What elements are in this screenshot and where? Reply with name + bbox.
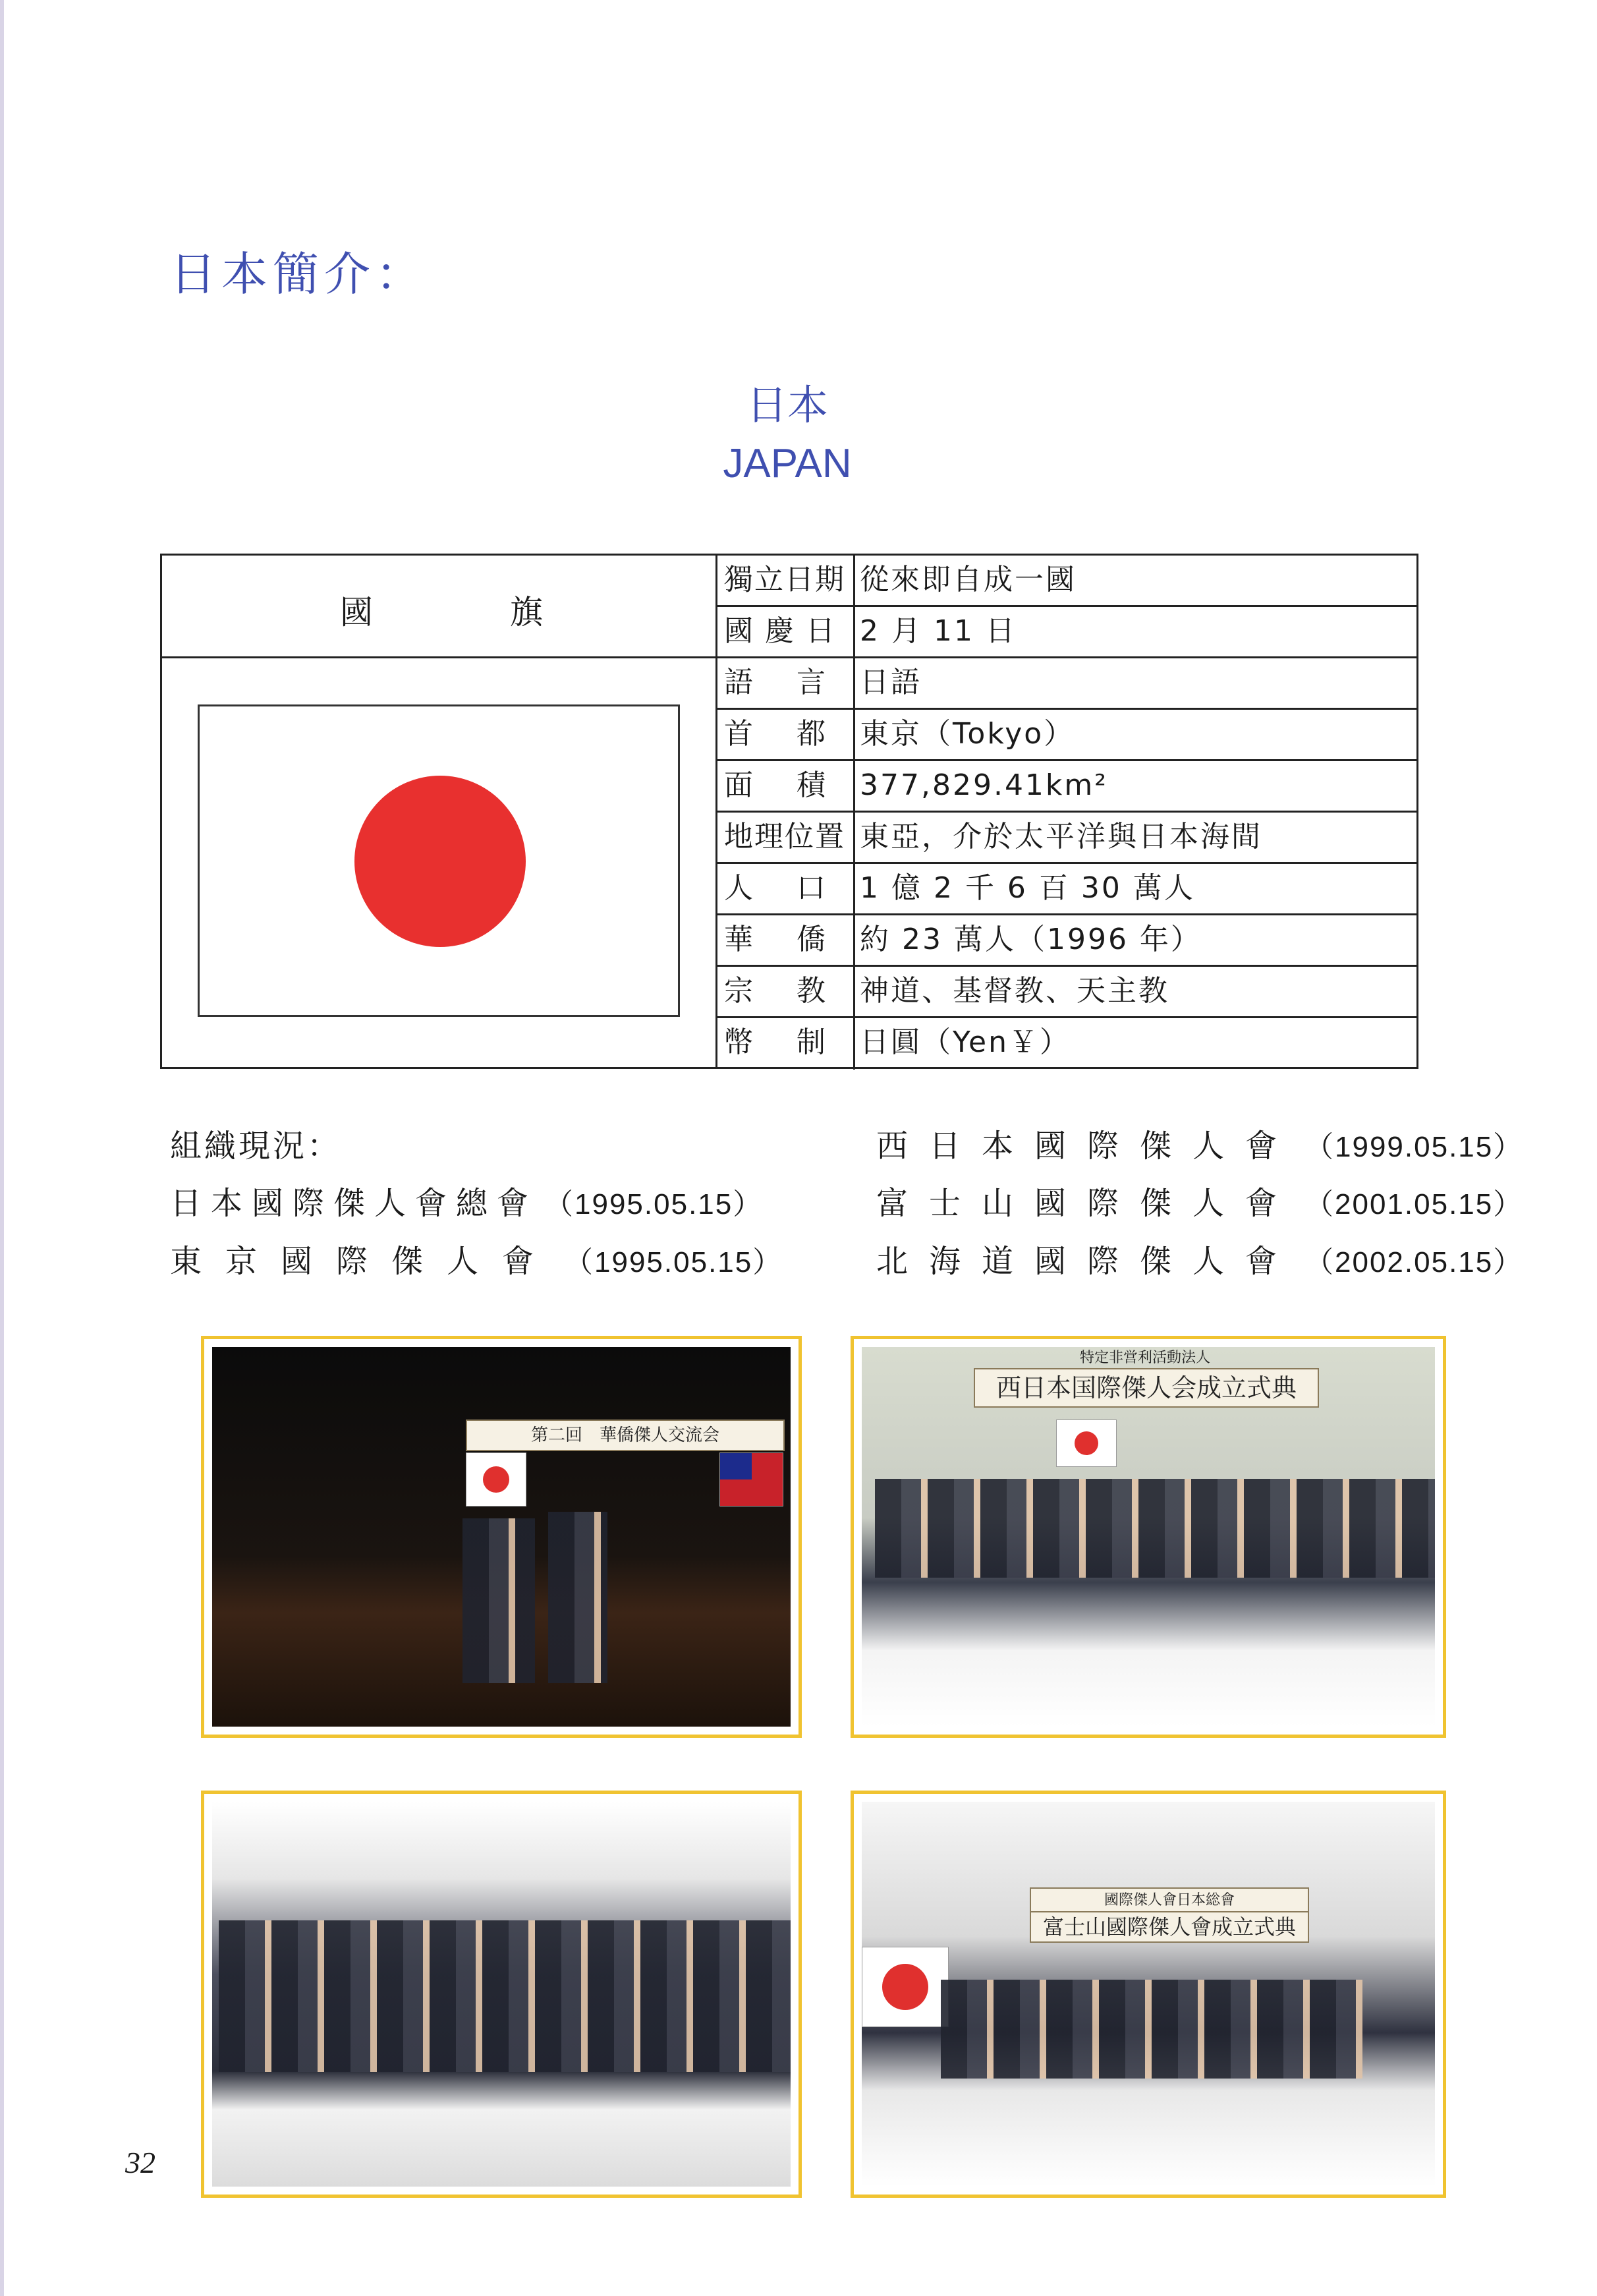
row-value: 東亞，介於太平洋與日本海間 (860, 820, 1262, 853)
organizations-heading: 組織現況： (170, 1128, 342, 1164)
group-of-people (875, 1479, 1435, 1578)
org-date: （1995.05.15） (564, 1246, 783, 1278)
japan-flag-small (466, 1452, 526, 1507)
row-value: 約 23 萬人（1996 年） (860, 923, 1202, 956)
japan-flag (198, 704, 680, 1017)
page-number: 32 (125, 2146, 155, 2179)
photo-banner: 富士山國際傑人會成立式典 (1030, 1911, 1309, 1943)
flag-header-cell (162, 556, 717, 658)
section-title: 日本簡介： (170, 247, 427, 301)
row-key: 地理位置 (717, 813, 855, 862)
row-key: 幣 制 (717, 1018, 855, 1070)
group-of-people (219, 1920, 791, 2072)
table-row (717, 556, 1416, 607)
table-row (717, 813, 1416, 864)
row-value: 1 億 2 千 6 百 30 萬人 (860, 871, 1195, 905)
table-row (717, 761, 1416, 813)
org-name: 日本國際傑人會總會 (170, 1185, 538, 1222)
photo-fujisan-founding (851, 1791, 1446, 2198)
flag-sun-disc (354, 776, 526, 947)
person-figure (548, 1512, 607, 1683)
table-row (717, 658, 1416, 710)
org-item (170, 1236, 783, 1281)
table-row (717, 710, 1416, 761)
photo-banner-small: 國際傑人會日本総會 (1030, 1887, 1309, 1914)
org-item (876, 1236, 1523, 1281)
page-edge (0, 0, 4, 2296)
photo-content (862, 1802, 1435, 2187)
row-value: 從來即自成一國 (860, 563, 1077, 596)
table-row (717, 967, 1416, 1018)
table-row (717, 915, 1416, 967)
country-name-english: JAPAN (723, 441, 852, 486)
org-item (876, 1120, 1523, 1166)
photo-content (212, 1347, 791, 1727)
table-row (717, 864, 1416, 915)
org-name: 富士山國際傑人會 (876, 1185, 1299, 1222)
photo-banner: 第二回 華僑傑人交流会 (466, 1420, 785, 1451)
photo-west-japan-founding (851, 1336, 1446, 1738)
person-figure (462, 1518, 535, 1683)
org-name: 西日本國際傑人會 (876, 1128, 1299, 1164)
org-name: 東京國際傑人會 (170, 1243, 558, 1280)
flag-header-char-1: 國 (340, 593, 373, 631)
row-key: 首 都 (717, 710, 855, 759)
photo-award-ceremony (201, 1336, 802, 1738)
photo-banquet-group (201, 1791, 802, 2198)
org-item (170, 1178, 763, 1223)
org-date: （1995.05.15） (544, 1188, 764, 1220)
table-row (717, 607, 1416, 658)
row-key: 宗 教 (717, 967, 855, 1016)
row-value: 日圓（Yen￥） (860, 1025, 1071, 1059)
row-key: 人 口 (717, 864, 855, 913)
row-value: 377,829.41km² (860, 768, 1108, 802)
row-value: 2 月 11 日 (860, 614, 1017, 648)
photo-banner-small: 特定非営利活動法人 (1079, 1350, 1210, 1366)
country-info-table (160, 554, 1418, 1069)
table-row (717, 1018, 1416, 1070)
row-key: 國 慶 日 (717, 607, 855, 656)
flag-header-char-2: 旗 (510, 593, 543, 631)
row-value: 神道、基督教、天主教 (860, 974, 1169, 1008)
org-date: （1999.05.15） (1304, 1131, 1524, 1163)
org-date: （2001.05.15） (1304, 1188, 1524, 1220)
flag-image-cell (162, 658, 717, 1067)
japan-flag-small (1056, 1420, 1117, 1467)
org-item (876, 1178, 1523, 1223)
row-key: 華 僑 (717, 915, 855, 965)
org-date: （2002.05.15） (1304, 1246, 1524, 1278)
photo-banner: 西日本国際傑人会成立式典 (974, 1368, 1319, 1408)
group-of-people (941, 1980, 1362, 2079)
org-name: 北海道國際傑人會 (876, 1243, 1299, 1280)
row-key: 語 言 (717, 658, 855, 708)
row-key: 獨立日期 (717, 556, 855, 605)
japan-flag-small (862, 1947, 949, 2027)
photo-content (212, 1802, 791, 2187)
photo-content (862, 1347, 1435, 1727)
row-key: 面 積 (717, 761, 855, 811)
roc-flag-small (719, 1452, 783, 1507)
row-value: 東京（Tokyo） (860, 717, 1075, 751)
country-name-chinese: 日本 (746, 381, 828, 429)
row-value: 日語 (860, 666, 922, 699)
